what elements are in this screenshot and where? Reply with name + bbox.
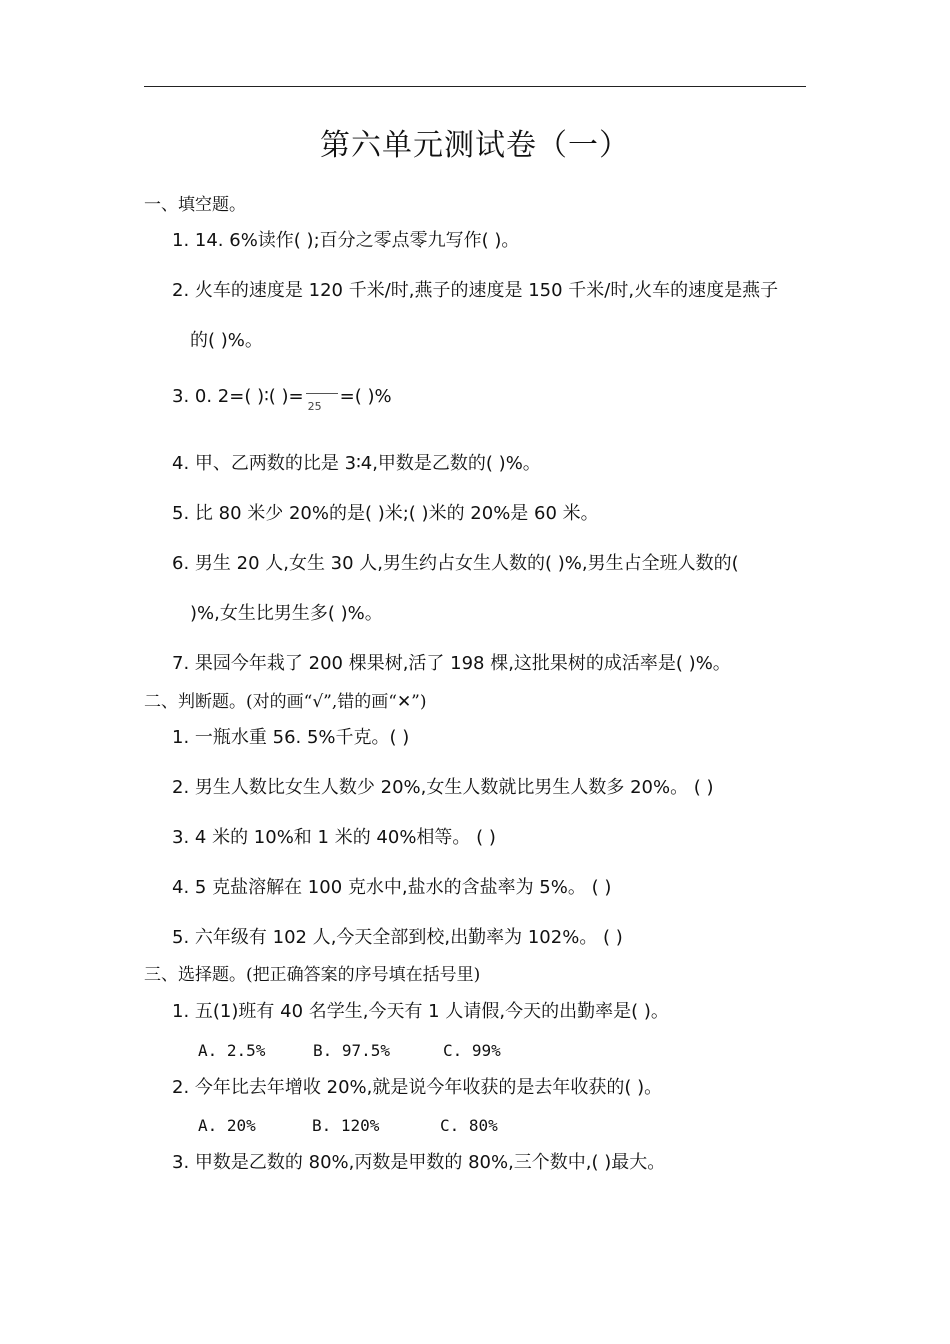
option-a: A. 20% bbox=[198, 1116, 256, 1135]
section-heading-fill-blank: 一、填空题。 bbox=[144, 195, 246, 215]
question-2-1: 1. 一瓶水重 56. 5%千克。( ) bbox=[172, 727, 410, 748]
question-1-3-text-end: =( )% bbox=[339, 386, 392, 407]
option-c: C. 99% bbox=[443, 1041, 501, 1060]
question-3-3: 3. 甲数是乙数的 80%,丙数是甲数的 80%,三个数中,( )最大。 bbox=[172, 1152, 666, 1173]
question-3-1: 1. 五(1)班有 40 名学生,今天有 1 人请假,今天的出勤率是( )。 bbox=[172, 1001, 669, 1022]
fraction-denominator: 25 bbox=[307, 400, 322, 413]
question-1-3-text: 3. 0. 2=( )∶( )= bbox=[172, 386, 304, 407]
question-2-4: 4. 5 克盐溶解在 100 克水中,盐水的含盐率为 5%。 ( ) bbox=[172, 877, 612, 898]
question-1-4: 4. 甲、乙两数的比是 3∶4,甲数是乙数的( )%。 bbox=[172, 453, 541, 474]
question-1-1: 1. 14. 6%读作( );百分之零点零九写作( )。 bbox=[172, 230, 520, 251]
question-1-2-continued: 的( )%。 bbox=[190, 330, 263, 351]
question-1-7: 7. 果园今年栽了 200 棵果树,活了 198 棵,这批果树的成活率是( )%。 bbox=[172, 653, 731, 674]
question-1-3 bbox=[172, 379, 392, 415]
option-b: B. 97.5% bbox=[313, 1041, 391, 1060]
question-1-6: 6. 男生 20 人,女生 30 人,男生约占女生人数的( )%,男生占全班人数的( bbox=[172, 553, 739, 574]
fraction-blank bbox=[304, 379, 340, 415]
question-2-2: 2. 男生人数比女生人数少 20%,女生人数就比男生人数多 20%。 ( ) bbox=[172, 777, 714, 798]
header-rule bbox=[144, 86, 806, 87]
option-b: B. 120% bbox=[312, 1116, 380, 1135]
question-1-2: 2. 火车的速度是 120 千米/时,燕子的速度是 150 千米/时,火车的速度是燕子 bbox=[172, 280, 779, 301]
section-heading-multiple-choice: 三、选择题。(把正确答案的序号填在括号里) bbox=[144, 965, 481, 985]
question-2-5: 5. 六年级有 102 人,今天全部到校,出勤率为 102%。 ( ) bbox=[172, 927, 623, 948]
question-3-2-options bbox=[198, 1114, 498, 1138]
question-3-1-options bbox=[198, 1039, 501, 1063]
fraction-numerator-blank bbox=[306, 383, 338, 394]
option-a: A. 2.5% bbox=[198, 1041, 266, 1060]
page-title: 第六单元测试卷（一） bbox=[320, 128, 630, 163]
question-2-3: 3. 4 米的 10%和 1 米的 40%相等。 ( ) bbox=[172, 827, 496, 848]
question-1-6-continued: )%,女生比男生多( )%。 bbox=[190, 603, 383, 624]
option-c: C. 80% bbox=[440, 1116, 498, 1135]
section-heading-true-false: 二、判断题。(对的画“√”,错的画“✕”) bbox=[144, 692, 427, 712]
question-1-5: 5. 比 80 米少 20%的是( )米;( )米的 20%是 60 米。 bbox=[172, 503, 599, 524]
question-3-2: 2. 今年比去年增收 20%,就是说今年收获的是去年收获的( )。 bbox=[172, 1077, 663, 1098]
